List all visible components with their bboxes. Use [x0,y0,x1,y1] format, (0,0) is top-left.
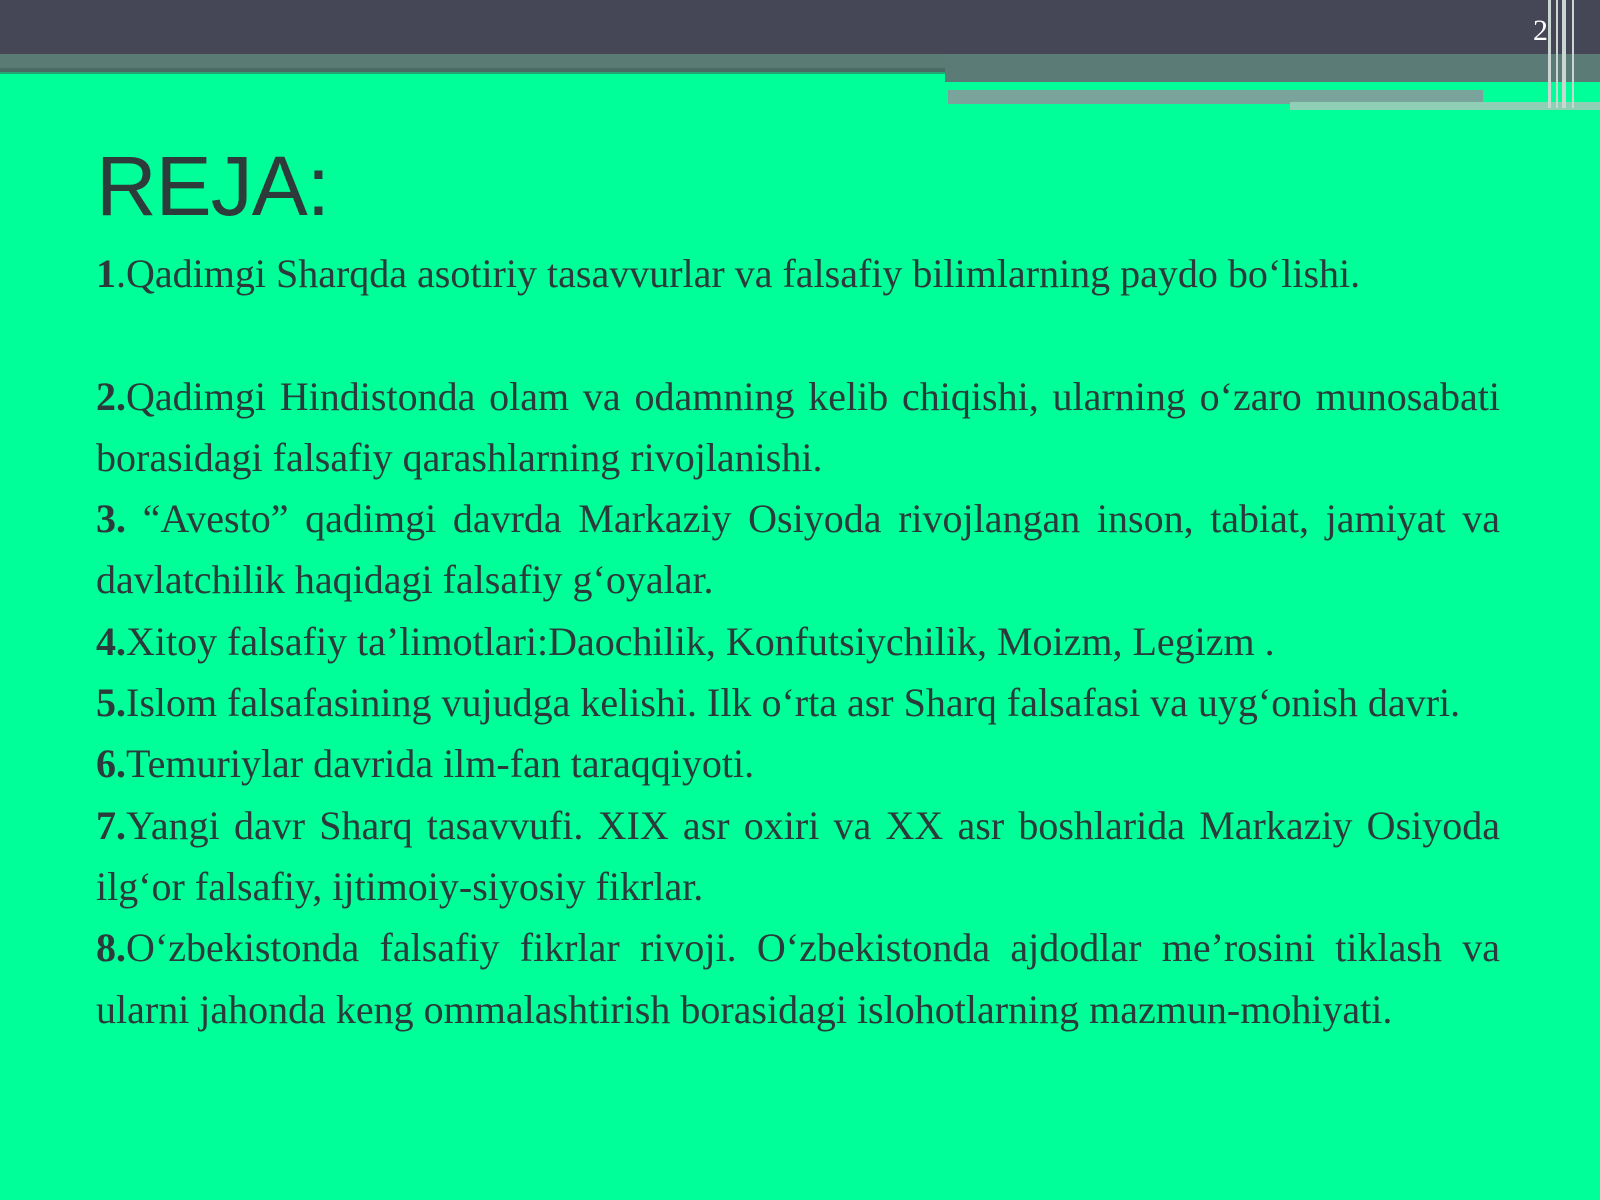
agenda-list [96,243,1500,1040]
agenda-item [96,488,1500,611]
agenda-item [96,795,1500,918]
agenda-item-text: Islom falsafasining vujudga kelishi. Ilk o‘rta asr Sharq falsafasi va uyg‘onish davri. [126,680,1461,726]
agenda-item-number: 1 [96,251,116,296]
agenda-item [96,243,1500,304]
agenda-item [96,672,1500,733]
agenda-item-text: Yangi davr Sharq tasavvufi. XIX asr oxiri va XX asr boshlarida Markaziy Osiyoda ilg‘or falsafiy, ijtimoiy-siyosiy fikrlar. [96,802,1500,909]
agenda-item-number: 4. [96,618,126,664]
agenda-item [96,366,1500,489]
agenda-item-number: 6. [96,741,126,787]
decorative-stripe [945,54,1600,82]
agenda-item [96,611,1500,672]
decorative-vertical-bars [1548,0,1600,108]
agenda-item-number: 2. [96,373,126,419]
agenda-item-number: 7. [96,802,126,848]
agenda-item-text: Qadimgi Hindistonda olam va odamning kelib chiqishi, ularning o‘zaro munosabati borasidagi falsafiy qarashlarning rivojlanishi. [96,373,1500,480]
slide-title: REJA: [96,139,330,233]
agenda-item-number: 5. [96,680,126,726]
agenda-item [96,917,1500,1040]
agenda-item [96,733,1500,794]
slide-top-bar [0,0,1600,54]
agenda-item-text: Xitoy falsafiy ta’limotlari:Daochilik, Konfutsiychilik, Moizm, Legizm . [126,618,1275,664]
agenda-item-text: O‘zbekistonda falsafiy fikrlar rivoji. O‘zbekistonda ajdodlar me’rosini tiklash va ularni jahonda keng ommalashtirish borasidagi islohotlarning mazmun-mohiyati. [96,925,1500,1032]
agenda-item-number: 3. [96,496,126,542]
agenda-item-number: 8. [96,925,126,971]
agenda-item-separator [126,496,143,541]
agenda-item-text: Temuriylar davrida ilm-fan taraqqiyoti. [126,741,755,787]
page-number: 2 [1533,14,1548,47]
agenda-item-text: “Avesto” qadimgi davrda Markaziy Osiyoda rivojlangan inson, tabiat, jamiyat va davlatchilik haqidagi falsafiy g‘oyalar. [96,496,1500,603]
agenda-item-text: Qadimgi Sharqda asotiriy tasavvurlar va falsafiy bilimlarning paydo bo‘lishi. [126,251,1361,296]
decorative-stripe-shadow [0,68,945,74]
agenda-item-separator: . [116,251,126,296]
